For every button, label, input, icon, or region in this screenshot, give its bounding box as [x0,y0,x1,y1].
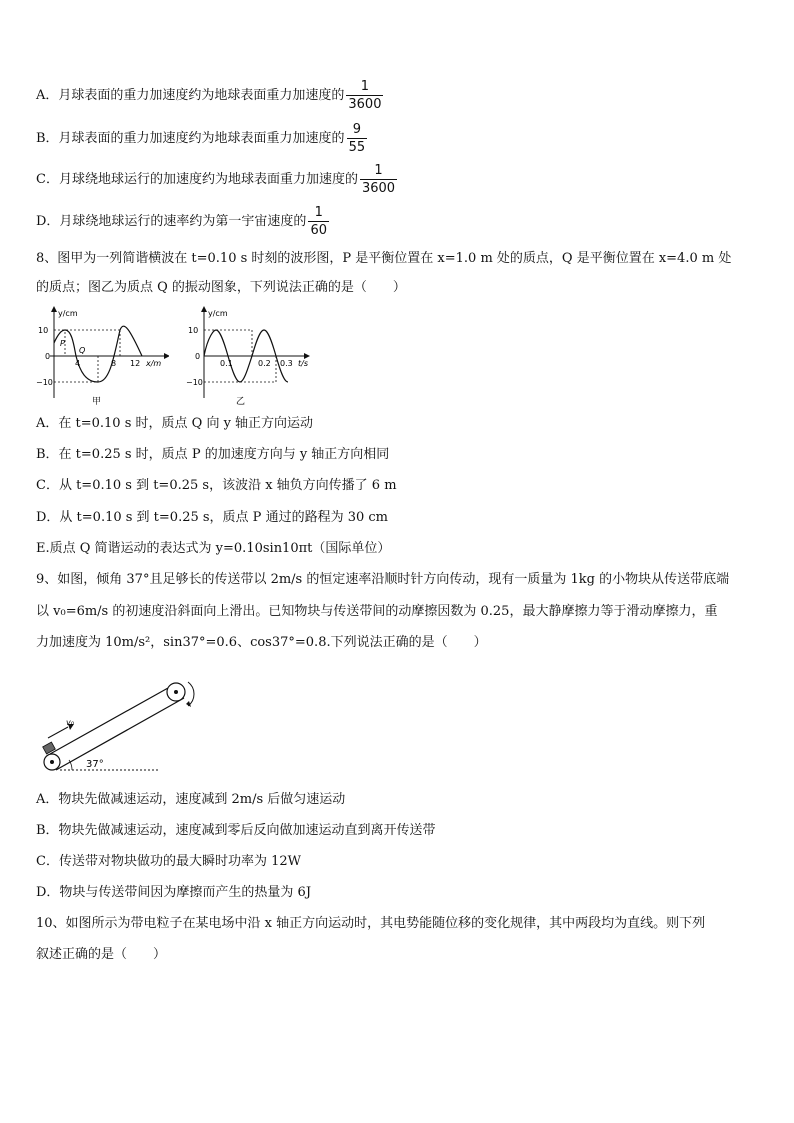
q7-option-d [36,204,329,239]
vibration-graph-b [184,306,324,406]
fraction-denominator: 60 [310,223,327,238]
conveyor-belt-diagram [38,670,218,778]
graph-a-tick-12: 12 [130,359,141,368]
fraction-numerator: 1 [346,78,383,96]
q8-option-c: C．从 t=0.10 s 到 t=0.25 s，该波沿 x 轴负方向传播了 6 m [36,478,397,493]
q9-option-d: D．物块与传送带间因为摩擦而产生的热量为 6J [36,885,312,900]
v0-label: v₀ [66,718,74,727]
graph-a-tick-4: 4 [75,359,81,368]
q9-stem-line2: 以 v₀=6m/s 的初速度沿斜面向上滑出。已知物块与传送带间的动摩擦因数为 0.25，最大静摩擦力等于滑动摩擦力，重 [36,604,718,619]
fraction-numerator: 1 [360,162,397,180]
fraction-denominator: 3600 [348,97,382,112]
q7-option-b-text: B．月球表面的重力加速度约为地球表面重力加速度的 [36,131,345,146]
q9-option-a: A．物块先做减速运动，速度减到 2m/s 后做匀速运动 [36,792,346,807]
graph-b-xlabel: t/s [298,359,308,368]
q7-option-d-fraction [308,204,329,239]
q7-option-c [36,162,397,197]
q9-stem-line3: 力加速度为 10m/s²，sin37°=0.6、cos37°=0.8.下列说法正确的是（ ） [36,635,487,650]
q7-option-c-text: C．月球绕地球运行的加速度约为地球表面重力加速度的 [36,172,358,187]
q7-option-d-text: D．月球绕地球运行的速率约为第一宇宙速度的 [36,214,307,229]
q8-stem-line1: 8、图甲为一列简谐横波在 t=0.10 s 时刻的波形图，P 是平衡位置在 x=1.0 m 处的质点，Q 是平衡位置在 x=4.0 m 处 [36,251,732,266]
graph-b-y-bot: −10 [186,378,203,387]
q7-option-b [36,121,367,156]
graph-b-origin: 0 [195,352,201,361]
q7-option-a-text: A．月球表面的重力加速度约为地球表面重力加速度的 [36,88,345,103]
q7-option-c-fraction [360,162,397,197]
graph-a-y-bot: −10 [36,378,53,387]
graph-b-y-top: 10 [188,326,199,335]
fraction-denominator: 3600 [361,181,396,196]
q8-option-b: B．在 t=0.25 s 时，质点 P 的加速度方向与 y 轴正方向相同 [36,447,390,462]
q7-option-a [36,78,383,113]
q7-option-b-fraction [347,121,368,156]
graph-a-xlabel: x/m [146,359,162,368]
graph-b-ylabel: y/cm [208,309,228,318]
fraction-numerator: 1 [308,204,329,222]
graph-a-y-top: 10 [38,326,49,335]
q8-option-a: A．在 t=0.10 s 时，质点 Q 向 y 轴正方向运动 [36,416,314,431]
q8-option-e: E.质点 Q 简谐运动的表达式为 y=0.10sin10πt（国际单位） [36,541,391,556]
graph-b-tick-03: 0.3 [280,359,293,368]
q9-stem-line1: 9、如图，倾角 37°且足够长的传送带以 2m/s 的恒定速率沿顺时针方向传动，现有一质量为 1kg 的小物块从传送带底端 [36,572,730,587]
graph-a-origin: 0 [45,352,51,361]
wave-graph-a [34,306,169,406]
angle-label: 37° [86,759,104,770]
graph-b-tick-02: 0.2 [258,359,271,368]
q7-option-a-fraction [346,78,383,113]
q10-stem-line2: 叙述正确的是（ ） [36,947,167,962]
q10-stem-line1: 10、如图所示为带电粒子在某电场中沿 x 轴正方向运动时，其电势能随位移的变化规律，其中两段均为直线。则下列 [36,916,706,931]
graph-a-point-p: P [60,339,65,348]
q9-option-b: B．物块先做减速运动，速度减到零后反向做加速运动直到离开传送带 [36,823,436,838]
graph-b-caption: 乙 [236,397,246,406]
graph-a-point-q: Q [79,346,86,355]
graph-a-ylabel: y/cm [58,309,78,318]
graph-a-tick-8: 8 [111,359,117,368]
q8-option-d: D．从 t=0.10 s 到 t=0.25 s，质点 P 通过的路程为 30 cm [36,510,388,525]
q9-option-c: C．传送带对物块做功的最大瞬时功率为 12W [36,854,301,869]
q8-stem-line2: 的质点；图乙为质点 Q 的振动图象，下列说法正确的是（ ） [36,280,406,295]
fraction-denominator: 55 [348,140,366,155]
graph-a-caption: 甲 [92,397,102,406]
fraction-numerator: 9 [347,121,368,139]
graph-b-tick-01: 0.1 [220,359,233,368]
